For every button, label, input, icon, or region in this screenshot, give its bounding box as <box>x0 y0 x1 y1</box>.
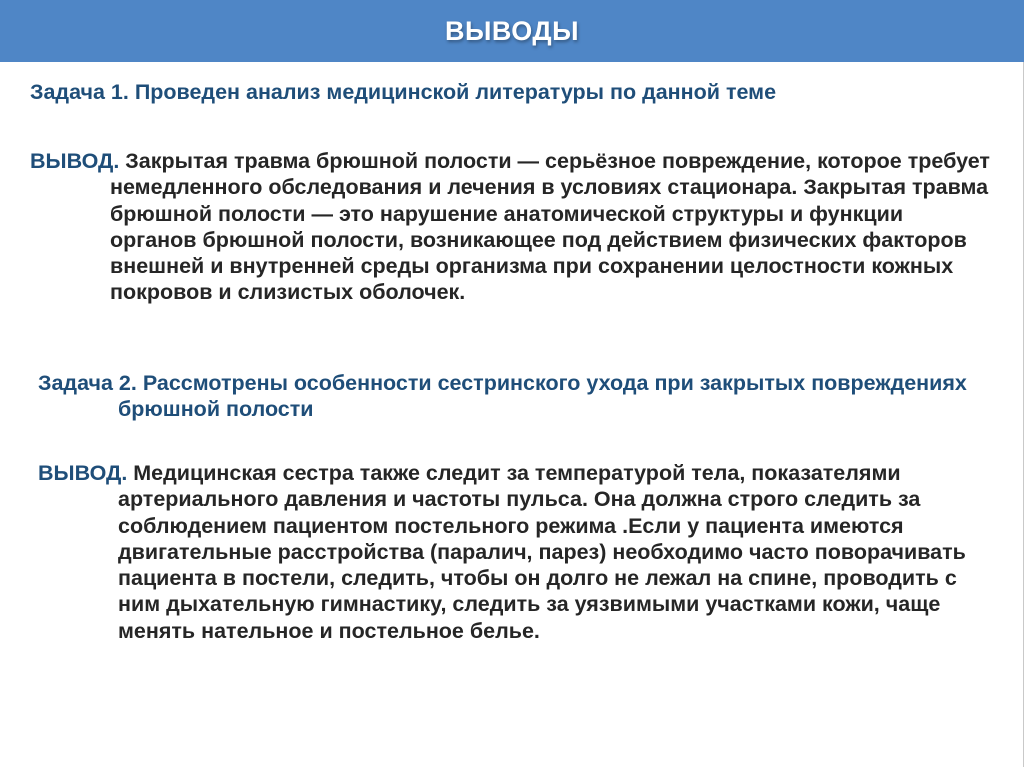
task-2-text: Задача 2. Рассмотрены особенности сестринского ухода при закрытых повреждениях брюшной полости <box>38 371 967 422</box>
task-1 <box>30 79 990 105</box>
task-1-text: Задача 1. Проведен анализ медицинской литературы по данной теме <box>30 80 777 104</box>
task-2 <box>38 370 988 423</box>
conclusion-1-text: Закрытая травма брюшной полости — серьёзное повреждение, которое требует немедленного обследования и лечения в условиях стационара. Закрытая травма брюшной полости — это нарушение анатомической структуры и функции органов брюшной полости, возникающее под действием физических факторов внешней и внутренней среды организма при сохранении целостности кожных покровов и слизистых оболочек. <box>110 149 990 305</box>
conclusion-1 <box>30 148 990 306</box>
conclusion-2-label: ВЫВОД. <box>38 461 128 485</box>
conclusion-2-text: Медицинская сестра также следит за температурой тела, показателями артериального давления и частоты пульса. Она должна строго следить за соблюдением пациентом постельного режима .Если у пациента имеются двигательные расстройства (паралич, парез) необходимо часто поворачивать пациента в постели, следить, чтобы он долго не лежал на спине, проводить с ним дыхательную гимнастику, следить за уязвимыми участками кожи, чаще менять нательное и постельное белье. <box>118 461 966 643</box>
conclusion-1-label: ВЫВОД. <box>30 149 120 173</box>
conclusion-2 <box>38 460 988 644</box>
slide-title: ВЫВОДЫ <box>444 15 580 46</box>
